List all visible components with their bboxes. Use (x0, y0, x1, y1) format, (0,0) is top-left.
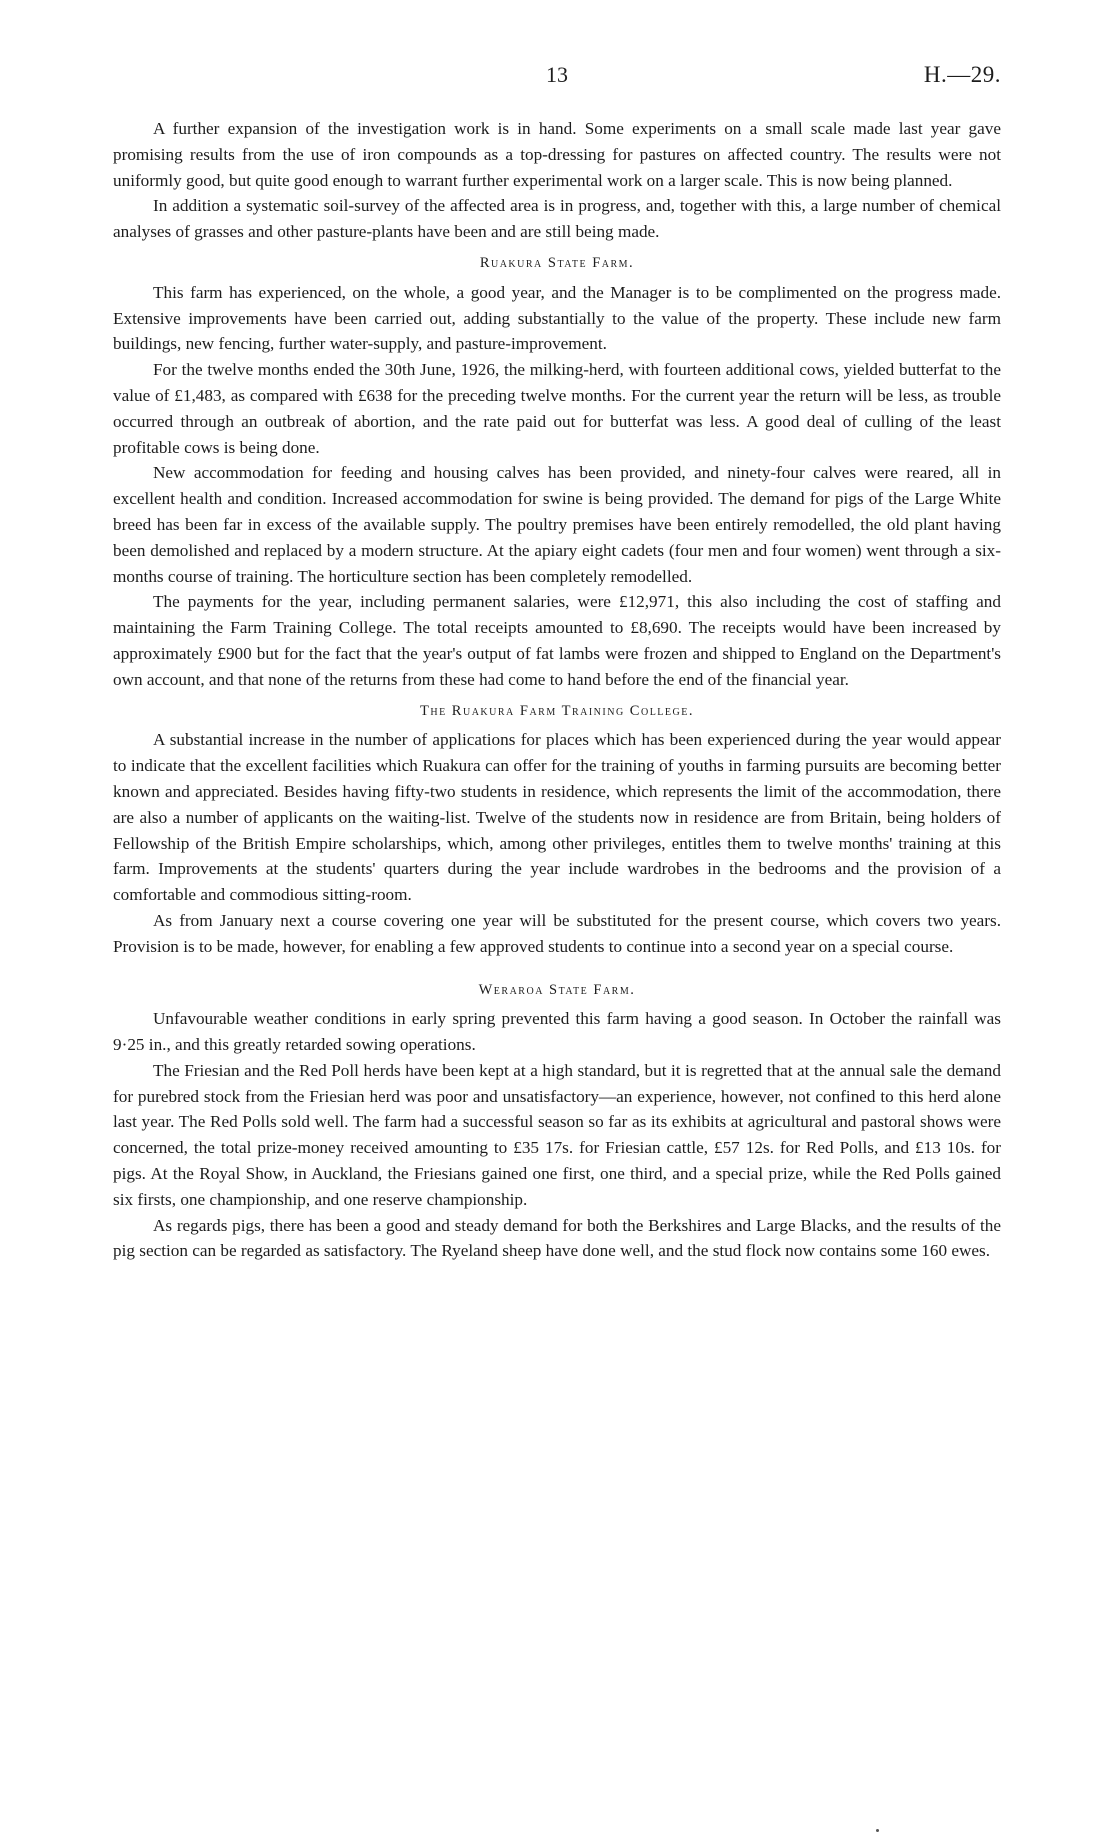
section-heading-training-college: The Ruakura Farm Training College. (420, 702, 694, 719)
paragraph: The payments for the year, including permanent salaries, were £12,971, this also including the cost of staffing and maintaining the Farm Training College. The total receipts amounted to £8,690. The receipts would have been increased by approximately £900 but for the fact that the year's output of fat lambs were frozen and shipped to England on the Department's own account, and that none of the returns from these had come to hand before the end of the financial year. (113, 592, 1001, 689)
body-text (113, 116, 1001, 1264)
paragraph: As from January next a course covering one year will be substituted for the present course, which covers two years. Provision is to be made, however, for enabling a few approved students to continue into a second year on a special course. (113, 910, 1001, 956)
section-heading-ruakura-state-farm: Ruakura State Farm. (479, 254, 635, 271)
paragraph: New accommodation for feeding and housing calves has been provided, and ninety-four calves were reared, all in excellent health and condition. Increased accommodation for swine is being provided. The demand for pigs of the Large White breed has been far in excess of the available supply. The poultry premises have been entirely remodelled, the old plant having been demolished and replaced by a modern structure. At the apiary eight cadets (four men and four women) went through a six-months course of training. The horticulture section has been completely remodelled. (113, 463, 1001, 586)
paragraph: A further expansion of the investigation work is in hand. Some experiments on a small scale made last year gave promising results from the use of iron compounds as a top-dressing for pastures on affected country. The results were not uniformly good, but quite good enough to warrant further experimental work on a larger scale. This is now being planned. (113, 119, 1001, 190)
page-header (113, 62, 1001, 92)
paragraph: Unfavourable weather conditions in early spring prevented this farm having a good season. In October the rainfall was 9·25 in., and this greatly retarded sowing operations. (113, 1009, 1001, 1055)
paragraph: This farm has experienced, on the whole, a good year, and the Manager is to be complimented on the progress made. Extensive improvements have been carried out, adding substantially to the value of the property. These include new farm buildings, new fencing, further water-supply, and pasture-improvement. (113, 282, 1001, 354)
paragraph: As regards pigs, there has been a good and steady demand for both the Berkshires and Large Blacks, and the results of the pig section can be regarded as satisfactory. The Ryeland sheep have done well, and the stud flock now contains some 160 ewes. (113, 1215, 1001, 1261)
paragraph: For the twelve months ended the 30th June, 1926, the milking-herd, with fourteen additional cows, yielded butterfat to the value of £1,483, as compared with £638 for the preceding twelve months. For the current year the return will be less, as trouble occurred through an outbreak of abortion, and the rate paid out for butterfat was less. A good deal of culling of the least profitable cows is being done. (113, 360, 1001, 457)
page-number: 13 (546, 62, 568, 87)
section-heading-weraroa-state-farm: Weraroa State Farm. (478, 981, 636, 998)
paragraph: The Friesian and the Red Poll herds have been kept at a high standard, but it is regretted that at the annual sale the demand for purebred stock from the Friesian herd was poor and unsatisfactory—an experience, however, not confined to this herd alone last year. The Red Polls sold well. The farm had a successful season so far as its exhibits at agricultural and pastoral shows were concerned, the total prize-money received amounting to £35 17s. for Friesian cattle, £57 12s. for Red Polls, and £13 10s. for pigs. At the Royal Show, in Auckland, the Friesians gained one first, one third, and a special prize, while the Red Polls gained six firsts, one championship, and one reserve championship. (113, 1060, 1001, 1209)
scan-speck (876, 1829, 879, 1832)
paragraph: A substantial increase in the number of applications for places which has been experienced during the year would appear to indicate that the excellent facilities which Ruakura can offer for the training of youths in farming pursuits are becoming better known and appreciated. Besides having fifty-two students in residence, which represents the limit of the accommodation, there are also a number of applicants on the waiting-list. Twelve of the students now in residence are from Britain, being holders of Fellowship of the British Empire scholarships, which, among other privileges, entitles them to twelve months' training at this farm. Improvements at the students' quarters during the year include wardrobes in the bedrooms and the provision of a comfortable and commodious sitting-room. (113, 730, 1001, 905)
paragraph: In addition a systematic soil-survey of the affected area is in progress, and, together with this, a large number of chemical analyses of grasses and other pasture-plants have been and are still being made. (113, 196, 1001, 242)
document-reference: H.—29. (923, 62, 1001, 87)
